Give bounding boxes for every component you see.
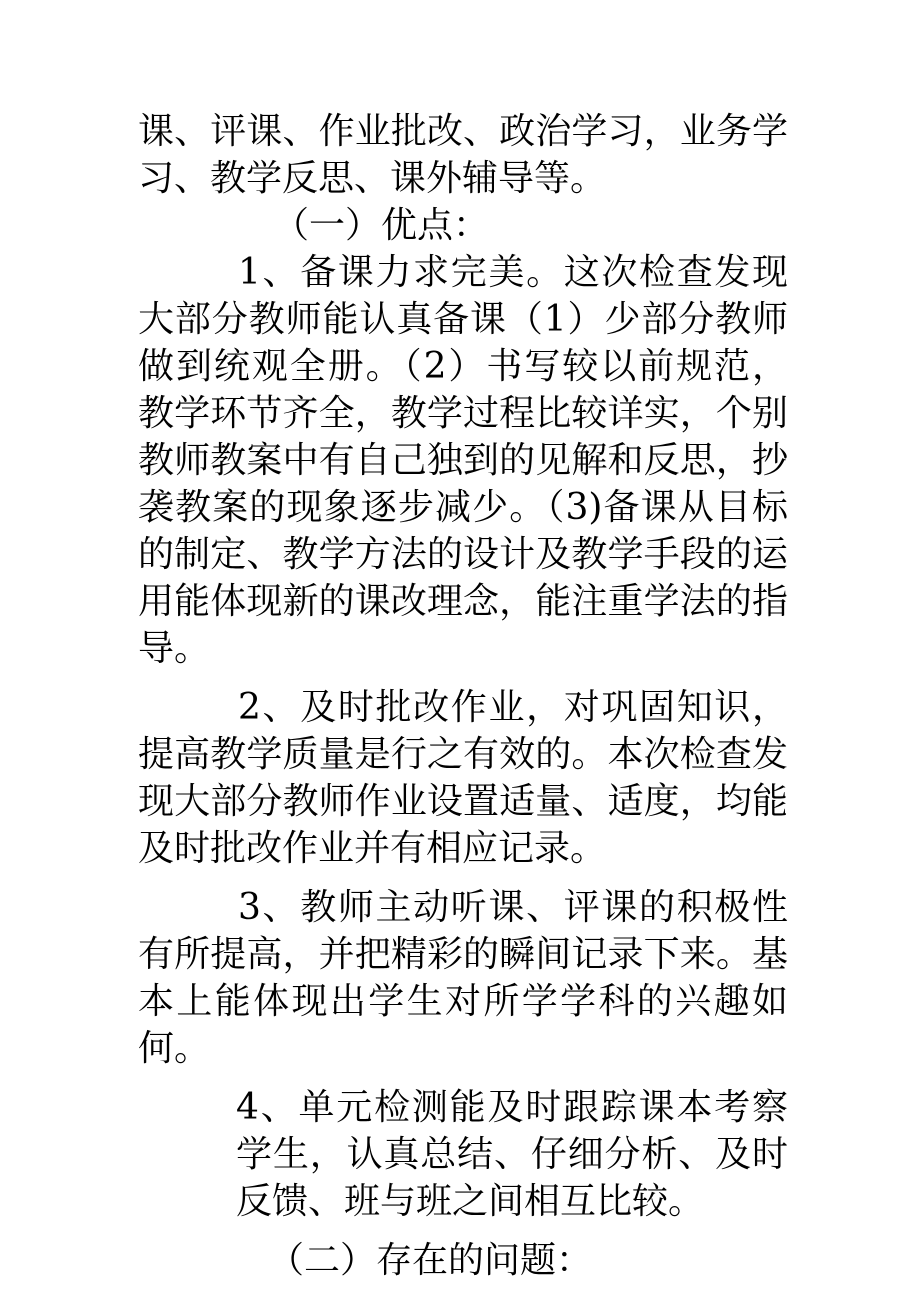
intro-paragraph: 课、评课、作业批改、政治学习，业务学习、教学反思、课外辅导等。 (138, 111, 788, 199)
paragraph-item-1: 1、备课力求完美。这次检查发现大部分教师能认真备课（1）少部分教师做到统观全册。（2）书写较以前规范，教学环节齐全，教学过程比较详实，个别教师教案中有自己独到的见解和反思，抄袭教案的现象逐步减少。（3)备课从目标的制定、教学方法的设计及教学手段的运用能体现新的课改理念，能注重学法的指导。 (138, 252, 788, 669)
paragraph-item-2: 2、及时批改作业，对巩固知识，提高教学质量是行之有效的。本次检查发现大部分教师作业设置适量、适度，均能及时批改作业并有相应记录。 (138, 687, 788, 869)
section-heading-problems: （二）存在的问题： (268, 1240, 593, 1281)
paragraph-item-4: 4、单元检测能及时跟踪课本考察学生，认真总结、仔细分析、及时反馈、班与班之间相互比较。 (236, 1087, 788, 1222)
section-heading-advantages: （一）优点： (273, 205, 490, 246)
paragraph-item-3: 3、教师主动听课、评课的积极性有所提高，并把精彩的瞬间记录下来。基本上能体现出学生对所学学科的兴趣如何。 (138, 887, 788, 1069)
document-body (138, 108, 788, 1284)
